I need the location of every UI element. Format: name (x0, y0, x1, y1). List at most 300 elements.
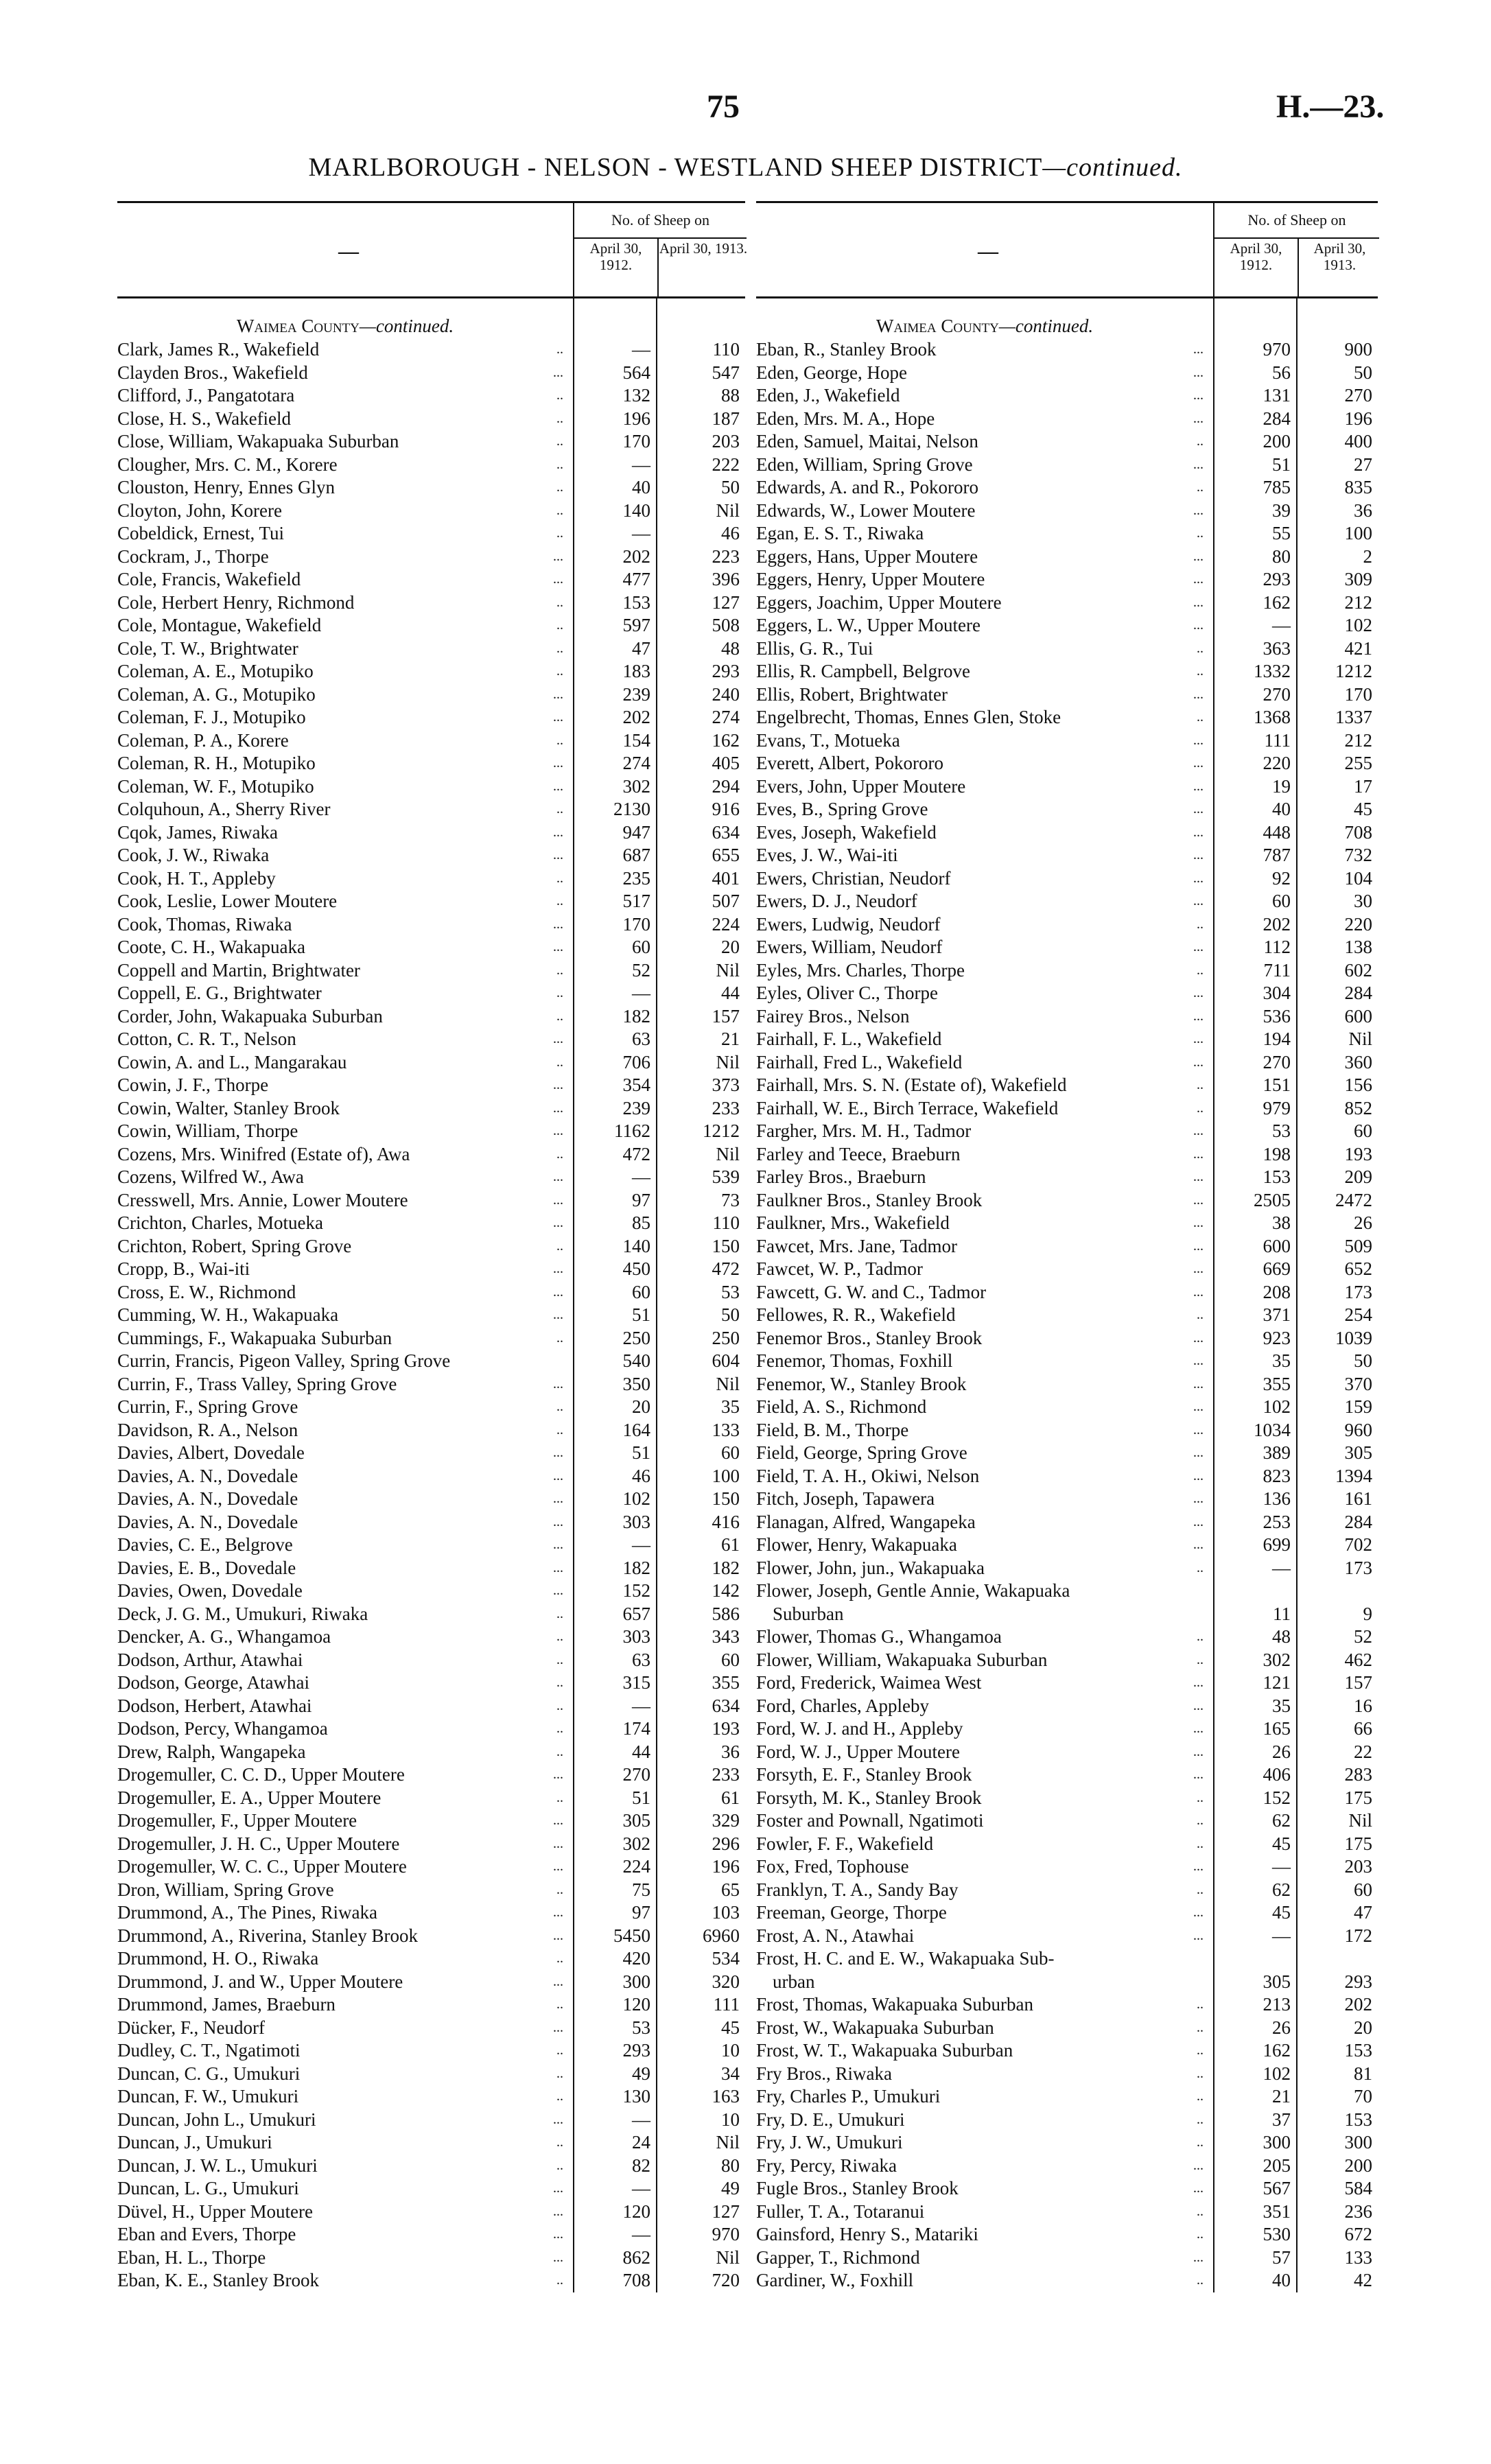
sheep-1913: 10 (721, 2109, 740, 2130)
owner-name: Frost, W. T., Wakapuaka Suburban (756, 2040, 1013, 2061)
sheep-1913: 300 (1344, 2132, 1372, 2152)
owner-name: Coote, C. H., Wakapuaka (117, 937, 306, 957)
name-cell (756, 660, 1213, 683)
sheep-1912: 63 (632, 1649, 650, 1670)
owner-name: Ford, Frederick, Waimea West (756, 1672, 982, 1693)
sheep-1913: 202 (1344, 1994, 1372, 2015)
table-row (117, 1925, 745, 1948)
leader-dots: .. (1197, 2089, 1204, 2104)
owner-name: Cole, Herbert Henry, Richmond (117, 591, 355, 613)
owner-name: Davies, E. B., Dovedale (117, 1557, 296, 1578)
name-cell (756, 1488, 1213, 1511)
owner-name: Eban, R., Stanley Brook (756, 339, 937, 360)
sheep-1912: 53 (1272, 1120, 1291, 1141)
owner-name: Fry, Charles P., Umukuri (756, 2086, 941, 2107)
leader-dots: ... (553, 2249, 563, 2265)
sheep-1913: 157 (1344, 1672, 1372, 1693)
sheep-1913: 60 (721, 1442, 740, 1463)
sheep-1912: 208 (1263, 1281, 1291, 1302)
owner-name: Fenemor, W., Stanley Brook (756, 1373, 967, 1394)
sheep-1912: 202 (622, 707, 650, 727)
leader-dots: ... (1193, 1537, 1204, 1552)
name-cell (117, 2177, 573, 2201)
table-row (117, 1304, 745, 1327)
sheep-1913: 175 (1344, 1787, 1372, 1808)
header-col-1913: April 30, 1913. (657, 237, 748, 296)
sheep-1913: 142 (712, 1580, 740, 1601)
leader-dots (1204, 1947, 1213, 1971)
name-cell (756, 591, 1213, 615)
sheep-1912: 60 (632, 937, 650, 957)
name-cell (117, 1120, 573, 1143)
sheep-1912: 2130 (613, 799, 650, 819)
name-cell (756, 729, 1213, 753)
table-row (117, 522, 745, 545)
leader-dots: ... (553, 1031, 563, 1046)
name-cell (117, 408, 573, 431)
table-row (117, 798, 745, 821)
sheep-1912: 293 (622, 2040, 650, 2061)
sheep-1912: 21 (1272, 2086, 1291, 2107)
owner-name: Eden, George, Hope (756, 362, 907, 383)
leader-dots: .. (1197, 2111, 1204, 2127)
table-row (117, 821, 745, 845)
owner-name: Cole, T. W., Brightwater (117, 637, 298, 659)
table-row (117, 660, 745, 683)
sheep-1913: 34 (721, 2063, 740, 2084)
table-row (756, 384, 1378, 408)
leader-dots: .. (1197, 1835, 1204, 1851)
leader-dots: ... (1193, 594, 1204, 610)
sheep-1912: 19 (1272, 775, 1291, 797)
table-row (117, 637, 745, 661)
sheep-1913: 320 (712, 1971, 740, 1992)
table-row (756, 430, 1378, 454)
table-row (756, 1051, 1378, 1075)
table-row (117, 2201, 745, 2224)
leader-dots: ... (553, 824, 563, 840)
sheep-1912: 530 (1263, 2224, 1291, 2244)
leader-dots: ... (553, 1376, 563, 1392)
sheep-1912: 40 (1272, 799, 1291, 819)
leader-dots: .. (1197, 640, 1204, 656)
leader-dots: .. (556, 1997, 563, 2012)
table-row (117, 614, 745, 637)
leader-dots: ... (553, 916, 563, 932)
name-cell (117, 821, 573, 845)
sheep-1913: 1039 (1335, 1327, 1372, 1348)
sheep-1912: 600 (1263, 1235, 1291, 1256)
table-row (117, 384, 745, 408)
owner-name: Cloyton, John, Korere (117, 500, 282, 521)
owner-name: Fox, Fred, Tophouse (756, 1856, 909, 1877)
name-cell (117, 683, 573, 707)
leader-dots: .. (556, 342, 563, 357)
sheep-1913: 472 (712, 1258, 740, 1279)
name-cell (756, 867, 1213, 891)
sheep-1913: 212 (1344, 591, 1372, 613)
column-divider (1296, 298, 1298, 2292)
table-row (117, 2017, 745, 2040)
header-dash: — (978, 240, 998, 263)
sheep-1913: 42 (1354, 2270, 1372, 2290)
table-row (117, 591, 745, 615)
leader-dots: .. (1197, 2019, 1204, 2035)
owner-name: Close, H. S., Wakefield (117, 408, 292, 429)
leader-dots: .. (556, 1008, 563, 1024)
owner-name: Duncan, L. G., Umukuri (117, 2178, 299, 2198)
sheep-1912: 303 (622, 1511, 650, 1532)
sheep-1912: 165 (1263, 1718, 1291, 1739)
owner-name: Ford, W. J., Upper Moutere (756, 1741, 960, 1762)
owner-name: Fellowes, R. R., Wakefield (756, 1304, 956, 1325)
name-cell (117, 1671, 573, 1695)
table-row (756, 1189, 1378, 1212)
owner-name: Ewers, Ludwig, Neudorf (756, 913, 941, 935)
table-row (756, 890, 1378, 913)
sheep-1912: 205 (1263, 2155, 1291, 2176)
sheep-1913: 405 (712, 753, 740, 773)
name-cell (117, 660, 573, 683)
sheep-1912: 52 (632, 959, 650, 981)
sheep-1913 (1296, 1947, 1378, 1971)
name-cell (117, 844, 573, 867)
sheep-1913: Nil (716, 2246, 740, 2268)
table-row (756, 1074, 1378, 1097)
name-cell (756, 1901, 1213, 1925)
table-row (117, 1281, 745, 1304)
table-row (756, 2063, 1378, 2086)
leader-dots: ... (1193, 1054, 1204, 1070)
sheep-1912: 56 (1272, 362, 1291, 383)
table-row (756, 454, 1378, 477)
table-row (117, 545, 745, 569)
leader-dots: ... (553, 1491, 563, 1506)
owner-name: Davidson, R. A., Nelson (117, 1419, 298, 1440)
sheep-1912: 389 (1263, 1442, 1291, 1463)
table-row (756, 1993, 1378, 2017)
sheep-1913: 50 (1354, 362, 1372, 383)
owner-name: Cowin, Walter, Stanley Brook (117, 1097, 340, 1118)
sheep-1913: 159 (1344, 1396, 1372, 1417)
name-cell (756, 1993, 1213, 2017)
sheep-1912: 284 (1263, 408, 1291, 429)
table-row (117, 1557, 745, 1580)
table-row (117, 2177, 745, 2201)
owner-name: Drogemuller, E. A., Upper Moutere (117, 1787, 381, 1808)
sheep-1912: 131 (1263, 385, 1291, 406)
sheep-1912: 51 (632, 1787, 650, 1808)
name-cell (117, 1603, 573, 1626)
header-col-1913: April 30, 1913. (1298, 237, 1381, 296)
sheep-1912: 669 (1263, 1258, 1291, 1279)
leader-dots: ... (1193, 1468, 1204, 1483)
table-row (117, 982, 745, 1005)
name-cell (117, 1419, 573, 1442)
table-row (756, 2017, 1378, 2040)
leader-dots: ... (1193, 1698, 1204, 1713)
sheep-1913: 600 (1344, 1005, 1372, 1026)
sheep-1913: 16 (1354, 1695, 1372, 1716)
sheep-1913: 127 (712, 2201, 740, 2222)
sheep-1913: 20 (1354, 2017, 1372, 2038)
table-row (756, 1626, 1378, 1649)
owner-name: Fairey Bros., Nelson (756, 1005, 910, 1026)
sheep-1912: 121 (1263, 1672, 1291, 1693)
owner-name: Flower, Henry, Wakapuaka (756, 1534, 957, 1555)
table-row (117, 729, 745, 753)
name-cell (756, 2177, 1213, 2201)
sheep-1913: 60 (1354, 1879, 1372, 1900)
sheep-1912: 300 (1263, 2132, 1291, 2152)
sheep-1913: 36 (721, 1741, 740, 1762)
leader-dots: ... (1193, 1123, 1204, 1138)
owner-name: Ellis, Robert, Brightwater (756, 683, 948, 705)
name-cell (117, 729, 573, 753)
leader-dots: .. (556, 594, 563, 610)
name-cell (117, 522, 573, 545)
name-cell (117, 1488, 573, 1511)
table-row (756, 1097, 1378, 1120)
name-cell (117, 1649, 573, 1672)
owner-name: Coleman, A. E., Motupiko (117, 661, 314, 681)
sheep-1913: 110 (712, 339, 740, 360)
table-row (756, 660, 1378, 683)
leader-dots: ... (553, 2227, 563, 2242)
sheep-1912: 102 (622, 1488, 650, 1509)
owner-name: Cook, J. W., Riwaka (117, 845, 270, 865)
sheep-1912: 699 (1263, 1534, 1291, 1555)
table-row (117, 1971, 745, 1994)
owner-name: Eves, Joseph, Wakefield (756, 821, 937, 843)
sheep-1913: Nil (716, 959, 740, 981)
table-body (117, 298, 745, 2292)
table-row (756, 1304, 1378, 1327)
leader-dots: .. (556, 962, 563, 978)
name-cell (756, 844, 1213, 867)
name-cell (117, 2085, 573, 2109)
owner-name: Fargher, Mrs. M. H., Tadmor (756, 1120, 972, 1141)
sheep-1912: 202 (1263, 913, 1291, 935)
sheep-1913: 187 (712, 408, 740, 429)
leader-dots: ... (553, 2203, 563, 2219)
name-cell (117, 1833, 573, 1856)
table-row (756, 2039, 1378, 2063)
header-group (1213, 203, 1379, 296)
leader-dots: ... (1193, 1905, 1204, 1920)
name-cell (117, 1304, 573, 1327)
name-cell (756, 1028, 1213, 1051)
owner-name: Davies, A. N., Dovedale (117, 1488, 298, 1509)
owner-name: Cole, Francis, Wakefield (117, 569, 301, 589)
leader-dots: .. (1197, 2227, 1204, 2242)
owner-name: Evers, John, Upper Moutere (756, 775, 966, 797)
leader-dots: ... (1193, 1514, 1204, 1529)
name-cell (117, 568, 573, 591)
table-row (756, 1833, 1378, 1856)
table-row (117, 1235, 745, 1258)
owner-name: Eggers, Joachim, Upper Moutere (756, 591, 1002, 613)
leader-dots: .. (1197, 2043, 1204, 2058)
sheep-1912: 196 (622, 408, 650, 429)
sheep-1913: 110 (712, 1212, 740, 1233)
page-number: 75 (707, 89, 740, 125)
leader-dots: ... (1193, 2181, 1204, 2196)
owner-name: Ellis, G. R., Tui (756, 637, 873, 659)
leader-dots: .. (556, 801, 563, 817)
owner-name: Engelbrecht, Thomas, Ennes Glen, Stoke (756, 707, 1061, 727)
owner-name: Cumming, W. H., Wakapuaka (117, 1304, 339, 1325)
sheep-1912: 305 (622, 1810, 650, 1831)
sheep-1912: 92 (1272, 867, 1291, 889)
sheep-1913: 182 (712, 1557, 740, 1578)
sheep-1912: — (1272, 1557, 1291, 1578)
sheep-1913: 916 (712, 799, 740, 819)
name-cell (117, 1189, 573, 1212)
sheep-1913: 293 (712, 661, 740, 681)
table-row (117, 1833, 745, 1856)
sheep-1913: 852 (1344, 1097, 1372, 1118)
sheep-1913: 156 (1344, 1075, 1372, 1095)
sheep-1912: 102 (1263, 2063, 1291, 2084)
sheep-1912: 351 (1263, 2201, 1291, 2222)
owner-name: Drummond, H. O., Riwaka (117, 1948, 319, 1969)
sheep-1912: 170 (622, 913, 650, 935)
table-row (117, 1442, 745, 1465)
leader-dots: ... (1193, 1330, 1204, 1346)
leader-dots: .. (1197, 526, 1204, 541)
table-row (756, 1787, 1378, 1810)
name-cell (756, 798, 1213, 821)
leader-dots: ... (553, 686, 563, 702)
owner-name: Cook, Leslie, Lower Moutere (117, 891, 338, 911)
sheep-1913: 416 (712, 1511, 740, 1532)
sheep-1912: 270 (1263, 683, 1291, 705)
sheep-1912: 62 (1272, 1879, 1291, 1900)
leader-dots: .. (556, 2043, 563, 2058)
leader-dots: ... (553, 1813, 563, 1828)
owner-name: Field, George, Spring Grove (756, 1442, 967, 1463)
name-cell (117, 1396, 573, 1419)
leader-dots: .. (556, 1675, 563, 1690)
leader-dots: .. (556, 1652, 563, 1667)
leader-dots: ... (553, 1215, 563, 1230)
name-cell (756, 1051, 1213, 1075)
table-row (756, 1327, 1378, 1350)
sheep-1913: 200 (1344, 2155, 1372, 2176)
sheep-1913: 27 (1354, 454, 1372, 475)
owner-name: Fairhall, F. L., Wakefield (756, 1029, 942, 1049)
sheep-1913: 20 (721, 937, 740, 957)
leader-dots: ... (553, 709, 563, 725)
name-cell (756, 683, 1213, 707)
name-cell (117, 1166, 573, 1189)
table-row (756, 1649, 1378, 1672)
sheep-1912: 355 (1263, 1373, 1291, 1394)
name-cell (117, 1925, 573, 1948)
name-cell (756, 2039, 1213, 2063)
name-cell (756, 1833, 1213, 1856)
leader-dots: ... (1193, 1721, 1204, 1736)
table-row (117, 1258, 745, 1281)
table-row (117, 1763, 745, 1787)
leader-dots: ... (553, 1123, 563, 1138)
table-row (756, 1695, 1378, 1718)
table-row (117, 1488, 745, 1511)
owner-name: Dron, William, Spring Grove (117, 1879, 334, 1900)
name-cell (756, 1649, 1213, 1672)
leader-dots: ... (1193, 1376, 1204, 1392)
sheep-1912: 40 (632, 477, 650, 497)
leader-dots: .. (556, 1629, 563, 1644)
sheep-1912: 60 (1272, 891, 1291, 911)
leader-dots: .. (1197, 2273, 1204, 2288)
table-row (117, 1189, 745, 1212)
owner-name: Field, A. S., Richmond (756, 1396, 927, 1417)
sheep-1912: 85 (632, 1212, 650, 1233)
leader-dots: ... (1193, 2157, 1204, 2173)
table-row (117, 752, 745, 775)
owner-name: Coppell, E. G., Brightwater (117, 983, 322, 1003)
table-row (117, 2039, 745, 2063)
table-row (117, 1626, 745, 1649)
owner-name: Forsyth, M. K., Stanley Brook (756, 1787, 982, 1808)
owner-name: Duncan, John L., Umukuri (117, 2109, 316, 2130)
sheep-1912: 540 (622, 1350, 650, 1371)
name-cell (117, 1097, 573, 1120)
name-cell (756, 1741, 1213, 1764)
name-cell (117, 1855, 573, 1879)
owner-name: Cropp, B., Wai-iti (117, 1258, 250, 1279)
owner-name: Fry Bros., Riwaka (756, 2063, 892, 2084)
table-row (756, 913, 1378, 937)
name-cell (117, 1005, 573, 1029)
sheep-1913: 193 (712, 1718, 740, 1739)
owner-name: Gainsford, Henry S., Matariki (756, 2224, 978, 2244)
name-cell (117, 913, 573, 937)
leader-dots: ... (1193, 1353, 1204, 1368)
owner-name: Drummond, A., The Pines, Riwaka (117, 1902, 377, 1923)
name-cell (117, 1787, 573, 1810)
name-cell (756, 1717, 1213, 1741)
owner-name: Colquhoun, A., Sherry River (117, 799, 331, 819)
leader-dots: ... (1193, 985, 1204, 1000)
owner-name: Duncan, F. W., Umukuri (117, 2086, 299, 2107)
owner-name: Eves, J. W., Wai-iti (756, 845, 898, 865)
table-row (756, 1442, 1378, 1465)
table-row (756, 1763, 1378, 1787)
table-row (117, 2246, 745, 2270)
owner-name: Ewers, D. J., Neudorf (756, 891, 917, 911)
leader-dots: ... (553, 1445, 563, 1460)
sheep-1913: 61 (721, 1534, 740, 1555)
leader-dots: .. (556, 1881, 563, 1897)
sheep-1912: 11 (1273, 1603, 1291, 1624)
table-row (117, 1741, 745, 1764)
leader-dots: .. (556, 1054, 563, 1070)
name-cell (756, 1442, 1213, 1465)
leader-dots: ... (1193, 801, 1204, 817)
table-row (117, 1901, 745, 1925)
name-cell (756, 568, 1213, 591)
sheep-1913: 305 (1344, 1442, 1372, 1463)
sheep-1912: 46 (632, 1465, 650, 1486)
table-row (756, 614, 1378, 637)
owner-name: Currin, F., Trass Valley, Spring Grove (117, 1373, 397, 1394)
sheep-1913: 73 (721, 1189, 740, 1210)
name-cell (117, 2246, 573, 2270)
table-row (117, 1671, 745, 1695)
